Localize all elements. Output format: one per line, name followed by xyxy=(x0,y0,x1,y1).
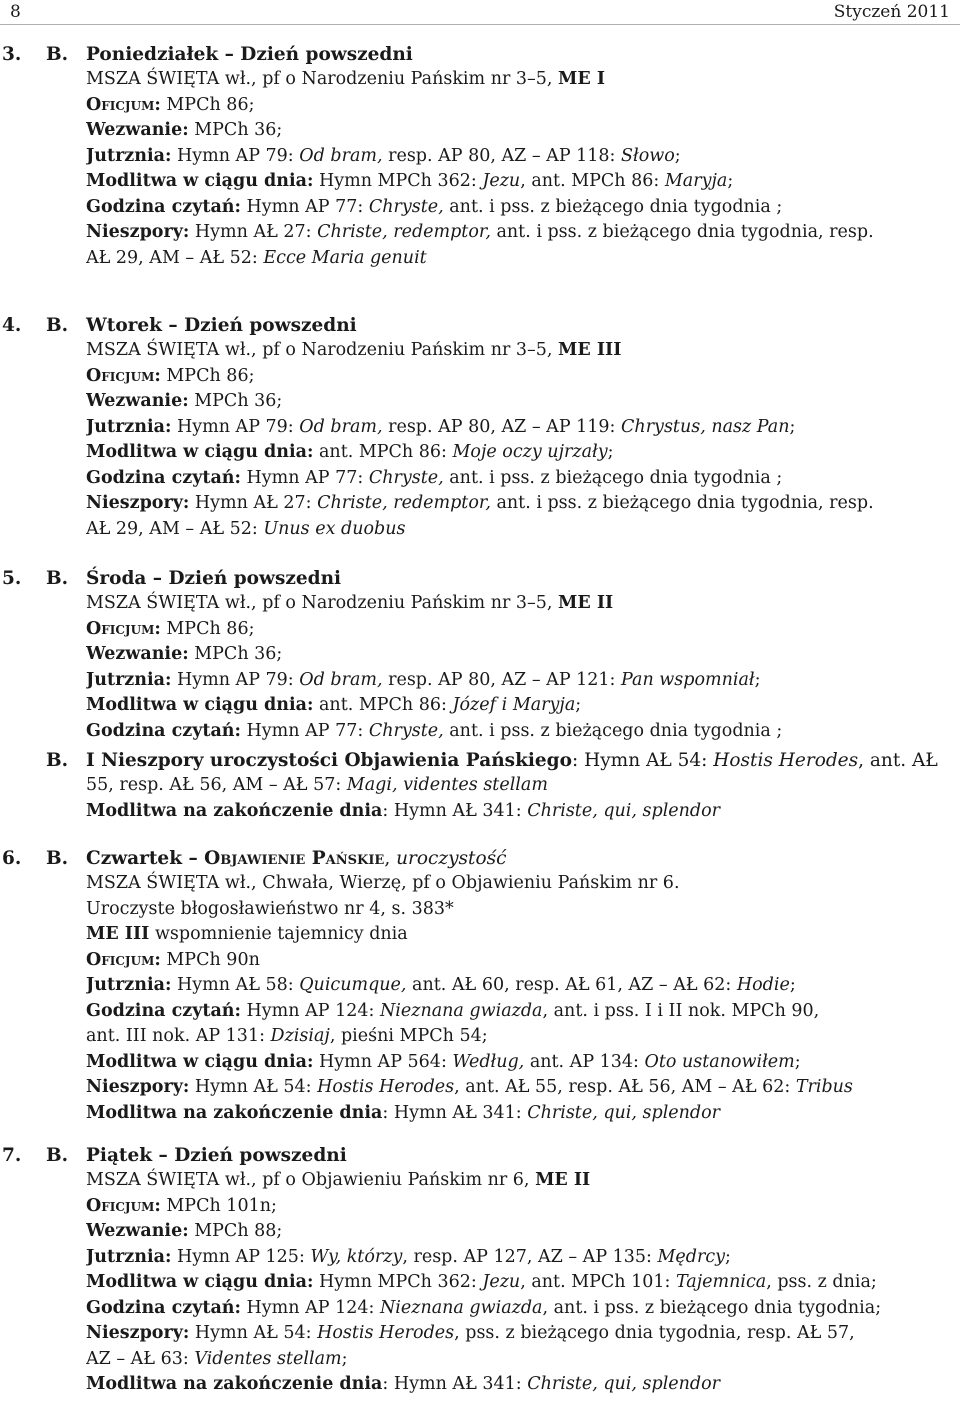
text-run: Hodie xyxy=(736,975,790,995)
text-run: AŁ 29, AM – AŁ 52: xyxy=(86,247,264,268)
text-line xyxy=(86,1050,952,1076)
text-run: Modlitwa w ciągu dnia: xyxy=(86,1272,314,1292)
text-run: resp. AP 80, AZ – AP 121: xyxy=(382,669,622,690)
text-line xyxy=(86,591,952,617)
text-run: ; xyxy=(674,145,681,166)
day-letter: B. xyxy=(46,568,69,589)
text-run: Moje oczy ujrzały xyxy=(452,442,608,462)
text-run: MSZA ŚWIĘTA wł., pf o Objawieniu Pańskim nr 6, xyxy=(86,1170,536,1190)
text-line xyxy=(86,195,952,221)
text-run: AZ – AŁ 63: xyxy=(86,1348,195,1369)
text-run: Objawienie Pańskie xyxy=(204,848,385,869)
text-line xyxy=(86,220,952,246)
day-letter: B. xyxy=(46,315,69,336)
text-run: Nieznana gwiazda xyxy=(379,1000,543,1021)
text-line xyxy=(86,773,952,799)
day-entry-6 xyxy=(0,846,960,1126)
text-run: Hymn AP 77: xyxy=(240,196,369,217)
text-run: Uroczyste błogosławieństwo nr 4, s. 383* xyxy=(86,898,454,919)
day-title xyxy=(86,42,413,67)
text-line xyxy=(86,364,952,390)
text-run: ; xyxy=(341,1348,348,1369)
day-letter: B. xyxy=(46,1145,69,1166)
text-run: , ant. AŁ xyxy=(858,750,938,771)
text-run: Oficjum: xyxy=(86,94,161,115)
text-line xyxy=(86,67,952,93)
text-run: ME II xyxy=(535,1170,591,1190)
text-run: Christe, redemptor, xyxy=(317,493,491,513)
text-run: MPCh 90n xyxy=(160,949,260,970)
text-run: Hymn MPCh 362: xyxy=(313,1272,483,1292)
day-letter: B. xyxy=(46,848,69,869)
text-run: MPCh 36; xyxy=(188,391,283,411)
text-run: , xyxy=(384,848,397,869)
text-run: Hymn AŁ 27: xyxy=(189,222,318,242)
text-run: Christe, qui, splendor xyxy=(527,1102,721,1123)
text-run: Wezwanie: xyxy=(86,644,189,664)
text-run: ; xyxy=(607,442,614,462)
day-lines xyxy=(86,591,952,744)
text-run: Hymn AP 124: xyxy=(240,1297,380,1318)
text-run: ME III xyxy=(86,924,150,944)
text-run: ME III xyxy=(558,340,622,360)
day-number: 7. xyxy=(2,1145,22,1166)
text-line xyxy=(86,415,952,441)
text-run: : Hymn AŁ 54: xyxy=(571,750,714,771)
text-run: Tajemnica xyxy=(675,1272,767,1292)
text-line xyxy=(86,1296,952,1322)
text-run: Chryste, xyxy=(368,467,444,488)
text-run: Poniedziałek – Dzień powszedni xyxy=(86,44,413,65)
text-run: Videntes stellam xyxy=(194,1348,342,1369)
text-run: Magi, videntes stellam xyxy=(346,775,548,795)
text-run: : Hymn AŁ 341: xyxy=(382,800,528,821)
text-run: Jutrznia: xyxy=(86,416,172,437)
day-entry-3 xyxy=(0,42,960,271)
text-run: Godzina czytań: xyxy=(86,196,241,217)
text-run: Hymn AP 124: xyxy=(240,1000,380,1021)
text-run: , ant. i pss. I i II nok. MPCh 90, xyxy=(542,1000,820,1021)
text-run: Modlitwa na zakończenie dnia xyxy=(86,1374,383,1394)
text-run: Oto ustanowiłem xyxy=(644,1051,795,1072)
text-run: Nieszpory: xyxy=(86,1077,190,1097)
text-line xyxy=(86,1219,952,1245)
text-run: , resp. AP 127, AZ – AP 135: xyxy=(402,1246,658,1267)
text-line xyxy=(86,1168,952,1194)
text-line xyxy=(86,517,952,543)
text-run: ant. AP 134: xyxy=(524,1051,645,1072)
text-run: Christe, qui, splendor xyxy=(527,1374,721,1394)
text-run: : Hymn AŁ 341: xyxy=(382,1102,528,1123)
text-run: Modlitwa w ciągu dnia: xyxy=(86,442,314,462)
text-run: MPCh 86; xyxy=(160,94,255,115)
text-run: Modlitwa na zakończenie dnia xyxy=(86,800,383,821)
text-line xyxy=(86,922,952,948)
text-run: Hymn AP 79: xyxy=(171,416,300,437)
text-run: Oficjum: xyxy=(86,365,161,386)
text-line xyxy=(86,144,952,170)
text-run: Wy, którzy xyxy=(310,1246,403,1267)
text-run: Hostis Herodes xyxy=(713,750,859,771)
text-run: Hostis Herodes xyxy=(317,1077,455,1097)
text-run: Hymn AŁ 54: xyxy=(189,1077,318,1097)
text-run: Christe, redemptor, xyxy=(317,222,491,242)
text-run: Godzina czytań: xyxy=(86,720,241,741)
day-heading xyxy=(0,313,960,338)
day-heading xyxy=(0,42,960,67)
text-run: Nieszpory: xyxy=(86,493,190,513)
vespers-heading xyxy=(0,748,960,773)
text-run: , pss. z dnia; xyxy=(766,1272,877,1292)
text-run: ant. AŁ 60, resp. AŁ 61, AZ – AŁ 62: xyxy=(406,975,737,995)
day-number: 3. xyxy=(2,44,22,65)
text-run: Od bram, xyxy=(299,145,383,166)
text-line xyxy=(86,948,952,974)
day-lines xyxy=(86,871,952,1126)
text-run: ant. III nok. AP 131: xyxy=(86,1026,271,1046)
text-run: Jutrznia: xyxy=(86,145,172,166)
text-run: MPCh 88; xyxy=(188,1221,283,1241)
day-title xyxy=(86,1143,347,1168)
text-run: , ant. MPCh 86: xyxy=(520,171,665,191)
text-run: Wezwanie: xyxy=(86,120,189,140)
text-run: Hymn AP 564: xyxy=(313,1051,453,1072)
text-line xyxy=(86,338,952,364)
text-line xyxy=(86,466,952,492)
text-run: Czwartek – xyxy=(86,848,205,869)
page-number: 8 xyxy=(10,2,21,22)
vespers-title xyxy=(86,748,938,773)
day-lines xyxy=(86,338,952,542)
text-run: ant. MPCh 86: xyxy=(313,442,453,462)
day-title xyxy=(86,846,506,871)
vespers-letter: B. xyxy=(46,750,69,771)
text-line xyxy=(86,491,952,517)
text-run: Unus ex duobus xyxy=(263,518,406,539)
text-run: Chryste, xyxy=(368,196,444,217)
text-run: Tribus xyxy=(795,1077,853,1097)
text-line xyxy=(86,93,952,119)
text-run: Chryste, xyxy=(368,720,444,741)
text-run: Hymn AŁ 27: xyxy=(189,493,318,513)
text-run: MPCh 36; xyxy=(188,120,283,140)
text-run: Oficjum: xyxy=(86,1195,161,1216)
text-run: MSZA ŚWIĘTA wł., pf o Narodzeniu Pańskim nr 3–5, xyxy=(86,340,559,360)
text-run: resp. AP 80, AZ – AP 118: xyxy=(382,145,622,166)
text-run: Godzina czytań: xyxy=(86,1000,241,1021)
text-run: ; xyxy=(789,416,796,437)
text-run: ; xyxy=(727,171,734,191)
text-run: Według, xyxy=(452,1051,525,1072)
text-run: Oficjum: xyxy=(86,618,161,639)
text-run: Wtorek – Dzień powszedni xyxy=(86,315,357,336)
text-run: MSZA ŚWIĘTA wł., Chwała, Wierzę, pf o Objawieniu Pańskim nr 6. xyxy=(86,873,680,893)
text-line xyxy=(86,1101,952,1127)
text-run: Słowo xyxy=(621,145,675,166)
text-run: : Hymn AŁ 341: xyxy=(382,1374,528,1394)
text-run: Jutrznia: xyxy=(86,1246,172,1267)
day-title xyxy=(86,566,341,591)
text-run: Jezu xyxy=(482,171,521,191)
text-line xyxy=(86,719,952,745)
text-run: ; xyxy=(725,1246,731,1267)
text-run: Hymn AP 79: xyxy=(171,145,300,166)
text-run: , ant. i pss. z bieżącego dnia tygodnia; xyxy=(542,1297,882,1318)
text-line xyxy=(86,999,952,1025)
first-vespers-entry xyxy=(0,748,960,824)
page-header xyxy=(0,0,960,25)
text-line xyxy=(86,169,952,195)
text-run: Józef i Maryja xyxy=(452,695,576,715)
text-run: Od bram, xyxy=(299,669,383,690)
text-run: Pan wspomniał xyxy=(621,669,755,690)
text-run: ant. i pss. z bieżącego dnia tygodnia ; xyxy=(443,196,783,217)
text-run: Modlitwa w ciągu dnia: xyxy=(86,695,314,715)
text-run: ; xyxy=(789,975,796,995)
day-heading xyxy=(0,1143,960,1168)
text-line xyxy=(86,693,952,719)
text-run: ; xyxy=(794,1051,801,1072)
day-number: 5. xyxy=(2,568,22,589)
text-run: Dzisiaj xyxy=(270,1026,330,1046)
text-run: , ant. AŁ 55, resp. AŁ 56, AM – AŁ 62: xyxy=(454,1077,796,1097)
text-line xyxy=(86,1347,952,1373)
text-run: Hymn AP 77: xyxy=(240,720,369,741)
text-line xyxy=(86,1372,952,1398)
page-date: Styczeń 2011 xyxy=(833,2,950,22)
text-run: Hymn AP 125: xyxy=(171,1246,311,1267)
text-run: Hymn AP 77: xyxy=(240,467,369,488)
day-title xyxy=(86,313,357,338)
text-run: MSZA ŚWIĘTA wł., pf o Narodzeniu Pańskim nr 3–5, xyxy=(86,69,559,89)
text-run: Nieznana gwiazda xyxy=(379,1297,543,1318)
text-line xyxy=(86,1245,952,1271)
text-line xyxy=(86,1024,952,1050)
text-run: Piątek – Dzień powszedni xyxy=(86,1145,347,1166)
text-run: I Nieszpory uroczystości Objawienia Pańskiego xyxy=(86,750,572,771)
text-line xyxy=(86,118,952,144)
text-line xyxy=(86,440,952,466)
day-letter: B. xyxy=(46,44,69,65)
text-run: resp. AP 80, AZ – AP 119: xyxy=(382,416,622,437)
text-run: Od bram, xyxy=(299,416,383,437)
text-run: MSZA ŚWIĘTA wł., pf o Narodzeniu Pańskim nr 3–5, xyxy=(86,593,559,613)
text-run: Nieszpory: xyxy=(86,222,190,242)
text-line xyxy=(86,246,952,272)
text-run: ; xyxy=(754,669,761,690)
text-run: , pss. z bieżącego dnia tygodnia, resp. AŁ 57, xyxy=(454,1323,855,1343)
text-run: Hymn AŁ 58: xyxy=(171,975,300,995)
text-run: ant. i pss. z bieżącego dnia tygodnia ; xyxy=(443,467,783,488)
day-number: 4. xyxy=(2,315,22,336)
text-run: Ecce Maria genuit xyxy=(263,247,427,268)
text-run: Środa – Dzień powszedni xyxy=(86,568,342,589)
text-run: AŁ 29, AM – AŁ 52: xyxy=(86,518,264,539)
text-run: Godzina czytań: xyxy=(86,1297,241,1318)
text-line xyxy=(86,668,952,694)
text-line xyxy=(86,897,952,923)
text-line xyxy=(86,871,952,897)
text-line xyxy=(86,1194,952,1220)
day-entry-5 xyxy=(0,566,960,744)
text-run: MPCh 86; xyxy=(160,618,255,639)
text-run: Oficjum: xyxy=(86,949,161,970)
text-run: ant. i pss. z bieżącego dnia tygodnia, resp. xyxy=(490,222,874,242)
text-run: Wezwanie: xyxy=(86,1221,189,1241)
text-run: ; xyxy=(575,695,582,715)
text-run: Modlitwa na zakończenie dnia xyxy=(86,1102,383,1123)
day-entry-4 xyxy=(0,313,960,542)
text-run: Jezu xyxy=(482,1272,521,1292)
text-line xyxy=(86,973,952,999)
text-run: Jutrznia: xyxy=(86,669,172,690)
text-line xyxy=(86,389,952,415)
text-run: Hymn AŁ 54: xyxy=(189,1323,318,1343)
text-run: MPCh 101n; xyxy=(160,1195,277,1216)
text-run: Nieszpory: xyxy=(86,1323,190,1343)
text-run: Quicumque, xyxy=(299,975,407,995)
text-run: Chrystus, nasz Pan xyxy=(621,416,790,437)
text-run: MPCh 36; xyxy=(188,644,283,664)
text-run: Mędrcy xyxy=(657,1246,726,1267)
day-entry-7 xyxy=(0,1143,960,1398)
text-line xyxy=(86,642,952,668)
text-run: Godzina czytań: xyxy=(86,467,241,488)
text-run: ME II xyxy=(558,593,614,613)
text-run: , pieśni MPCh 54; xyxy=(329,1026,488,1046)
text-line xyxy=(86,1075,952,1101)
text-run: , ant. MPCh 101: xyxy=(520,1272,676,1292)
text-run: uroczystość xyxy=(396,848,507,869)
text-run: Modlitwa w ciągu dnia: xyxy=(86,1051,314,1072)
text-run: Hymn AP 79: xyxy=(171,669,300,690)
text-run: Modlitwa w ciągu dnia: xyxy=(86,171,314,191)
text-run: Maryja xyxy=(664,171,728,191)
text-line xyxy=(86,799,952,825)
text-run: ant. i pss. z bieżącego dnia tygodnia ; xyxy=(443,720,783,741)
day-heading xyxy=(0,846,960,871)
day-lines xyxy=(86,1168,952,1398)
text-run: MPCh 86; xyxy=(160,365,255,386)
text-run: Hymn MPCh 362: xyxy=(313,171,483,191)
text-run: ant. i pss. z bieżącego dnia tygodnia, resp. xyxy=(490,493,874,513)
text-run: wspomnienie tajemnicy dnia xyxy=(149,924,408,944)
text-run: Jutrznia: xyxy=(86,975,172,995)
text-run: Christe, qui, splendor xyxy=(527,800,721,821)
day-heading xyxy=(0,566,960,591)
vespers-lines xyxy=(86,773,952,824)
text-run: ME I xyxy=(558,69,606,89)
text-run: Wezwanie: xyxy=(86,391,189,411)
text-run: 55, resp. AŁ 56, AM – AŁ 57: xyxy=(86,775,347,795)
text-line xyxy=(86,1270,952,1296)
day-number: 6. xyxy=(2,848,22,869)
text-line xyxy=(86,617,952,643)
text-line xyxy=(86,1321,952,1347)
text-run: ant. MPCh 86: xyxy=(313,695,453,715)
text-run: Hostis Herodes xyxy=(317,1323,455,1343)
day-lines xyxy=(86,67,952,271)
